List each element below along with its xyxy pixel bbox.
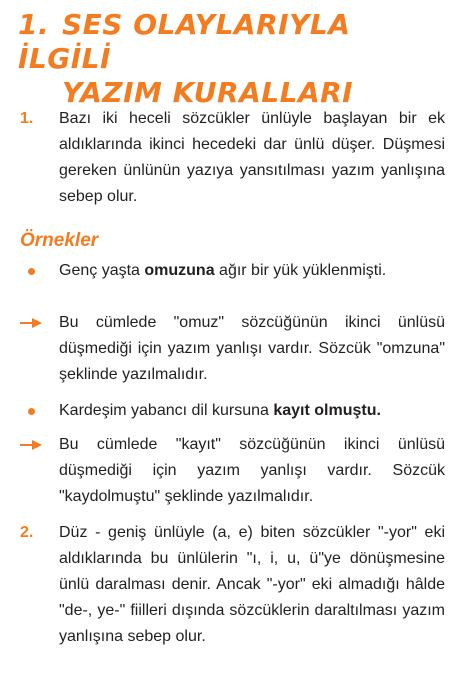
example-1-text <box>59 258 445 284</box>
rule-2-number: 2. <box>20 524 34 541</box>
explanation-1-text: Bu cümlede "omuz" sözcüğünün ikinci ünlüsü düşmediği için yazım yanlışı vardır. Sözcük "omzuna" şeklinde yazılmalıdır. <box>59 314 445 383</box>
example-2-text <box>59 398 445 424</box>
example-2-bold: kayıt olmuştu. <box>273 402 381 419</box>
example-1-after: ağır bir yük yüklenmişti. <box>214 262 387 279</box>
rule-2-text: Düz - geniş ünlüyle (a, e) biten sözcükler "-yor" eki aldıklarında bu ünlülerin "ı, i, u, ü"ye dönüşmesine ünlü daralması denir. Ancak "-yor" eki almadığı hâlde "de-, ye-" fiilleri dışında sözcüklerin daraltılması yazım yanlışına sebep olur. <box>59 524 445 645</box>
example-1-bold: omuzuna <box>144 262 215 279</box>
arrow-right-icon <box>20 438 42 452</box>
bullet-dot-icon <box>28 408 35 415</box>
example-1-before: Genç yaşta <box>59 262 145 279</box>
example-1 <box>20 258 445 284</box>
explanation-1 <box>20 310 445 388</box>
example-2 <box>20 398 445 424</box>
arrow-right-icon <box>20 316 42 330</box>
bullet-dot-icon <box>28 268 35 275</box>
rule-1-text: Bazı iki heceli sözcükler ünlüyle başlayan bir ek aldıklarında ikinci hecedeki dar ünlü düşer. Düşmesi gereken ünlünün yazıya yansıtılması yazım yanlışına sebep olur. <box>59 110 445 205</box>
section-heading <box>18 8 448 110</box>
rule-1-number: 1. <box>20 110 34 127</box>
section-number: 1. <box>18 8 50 41</box>
examples-label: Örnekler <box>20 230 99 251</box>
section-title-line2: YAZIM KURALLARI <box>62 76 354 109</box>
section-title-line1: SES OLAYLARIYLA İLGİLİ <box>18 8 351 75</box>
rule-1 <box>20 106 445 210</box>
rule-2 <box>20 520 445 650</box>
example-2-before: Kardeşim yabancı dil kursuna <box>59 402 274 419</box>
explanation-2-text: Bu cümlede "kayıt" sözcüğünün ikinci ünlüsü düşmediği için yazım yanlışı vardır. Sözcük "kaydolmuştu" şeklinde yazılmalıdır. <box>59 436 445 505</box>
explanation-2 <box>20 432 445 510</box>
